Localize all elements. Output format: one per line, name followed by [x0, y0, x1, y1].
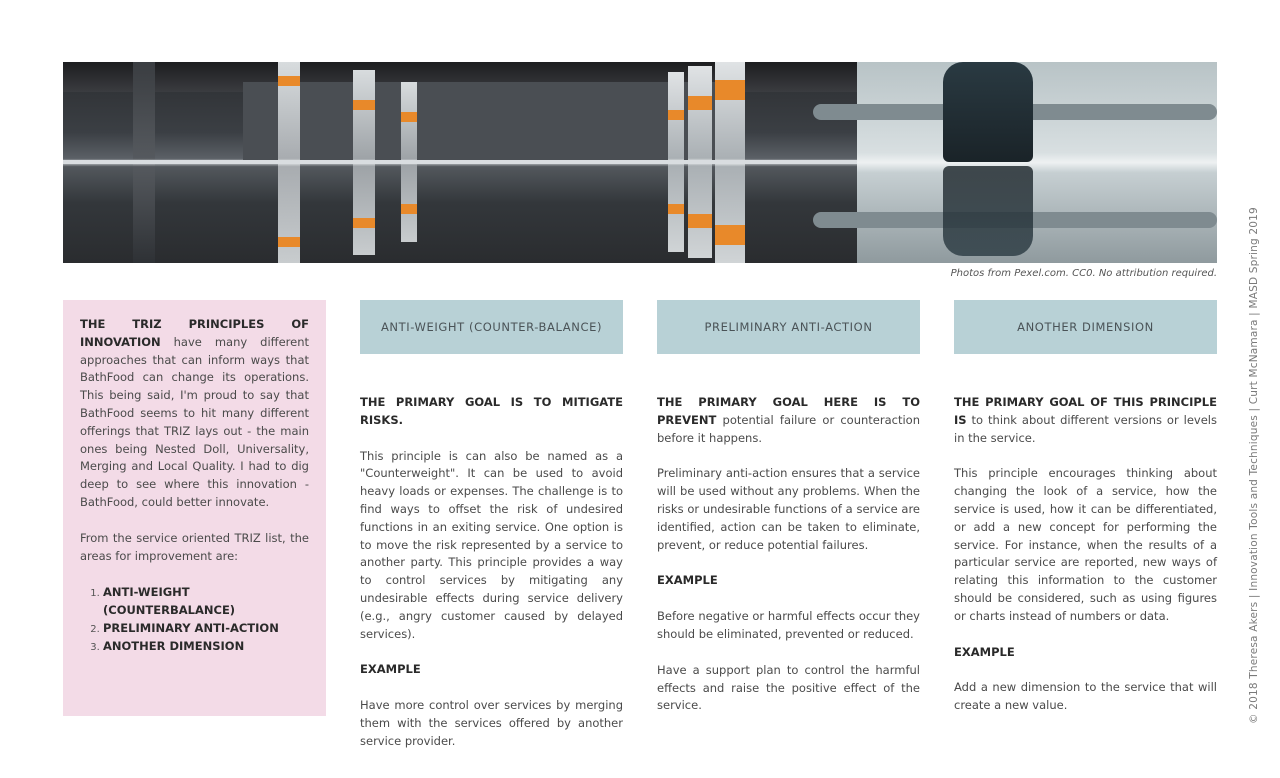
list-item: 3. ANOTHER DIMENSION: [103, 637, 309, 655]
hero-photo: [63, 62, 1217, 263]
column-paragraph: This principle is can also be named as a "Counterweight". It can be used to avoid heavy loads or expenses. The challenge is to find ways to offset the risk of undesired functions in an exiting service. One option is to move the risk represented by a service to another party. This principle provides a way to control services by mitigating any undesirable effects during service delivery (e.g., angry customer caused by delayed services).: [360, 448, 623, 641]
column-body: [657, 394, 920, 715]
example-label: EXAMPLE: [954, 644, 1015, 659]
column-anti-weight: [360, 300, 623, 751]
improvement-list: [80, 583, 309, 655]
hero-wall: [243, 82, 723, 162]
side-caption: © 2018 Theresa Akers | Innovation Tools and Techniques | Curt McNamara | MASD Spring 2019: [1248, 207, 1260, 724]
column-lead: THE PRIMARY GOAL HERE IS TO PREVENT: [657, 395, 920, 427]
intro-title: THE TRIZ PRINCIPLES OF INNOVATION: [80, 317, 309, 349]
hero-person-reflection: [943, 166, 1033, 256]
example-text: Add a new dimension to the service that will create a new value.: [954, 680, 1217, 713]
example-label: EXAMPLE: [360, 662, 421, 677]
column-another-dimension: [954, 300, 1217, 715]
hero-person: [943, 62, 1033, 162]
column-lead-text: [657, 394, 920, 447]
example-text-2: Have a support plan to control the harmful effects and raise the positive effect of the service.: [657, 662, 920, 713]
column-lead: THE PRIMARY GOAL OF THIS PRINCIPLE IS: [954, 395, 1217, 427]
photo-credit: Photos from Pexel.com. CC0. No attribution required.: [950, 268, 1217, 279]
column-paragraph: Preliminary anti-action ensures that a service will be used without any problems. When the risks or undesirable functions of a service are identified, action can be taken to eliminate, prevent, or reduce potential failures.: [657, 466, 920, 552]
column-lead-rest: potential failure or counteraction before it happens.: [657, 412, 920, 445]
column-header: ANOTHER DIMENSION: [954, 300, 1217, 354]
intro-text-2: From the service oriented TRIZ list, the areas for improvement are:: [80, 530, 309, 563]
column-body: [360, 394, 623, 751]
intro-panel: [63, 300, 326, 716]
column-body: [954, 394, 1217, 715]
column-preliminary-anti-action: [657, 300, 920, 715]
column-header: ANTI-WEIGHT (COUNTER-BALANCE): [360, 300, 623, 354]
example-label: EXAMPLE: [657, 573, 718, 588]
list-item: 1. ANTI-WEIGHT (COUNTERBALANCE): [103, 583, 309, 619]
list-item: 2. PRELIMINARY ANTI-ACTION: [103, 619, 309, 637]
example-text: Before negative or harmful effects occur they should be eliminated, prevented or reduced.: [657, 609, 920, 641]
column-lead-text: [954, 394, 1217, 447]
column-lead: THE PRIMARY GOAL IS TO MITIGATE RISKS.: [360, 395, 623, 427]
intro-text: [80, 316, 309, 512]
column-header: PRELIMINARY ANTI-ACTION: [657, 300, 920, 354]
column-paragraph: This principle encourages thinking about changing the look of a service, how the service is used, how it can be differentiated, or add a new concept for performing the service. For instance, when the results of a particular service are reported, new ways of relating this information to the customer should be considered, such as using figures or charts instead of numbers or data.: [954, 466, 1217, 623]
example-text: Have more control over services by merging them with the services offered by another service provider.: [360, 698, 623, 748]
column-lead-rest: to think about different versions or levels in the service.: [954, 412, 1217, 445]
hero-window: [857, 62, 1217, 263]
intro-body: have many different approaches that can inform ways that BathFood can change its operations. This being said, I'm proud to say that BathFood seems to hit many different offerings that TRIZ lays out - the main ones being Nested Doll, Universality, Merging and Local Quality. I had to dig deep to see where this innovation - BathFood, could better innovate.: [80, 334, 309, 509]
